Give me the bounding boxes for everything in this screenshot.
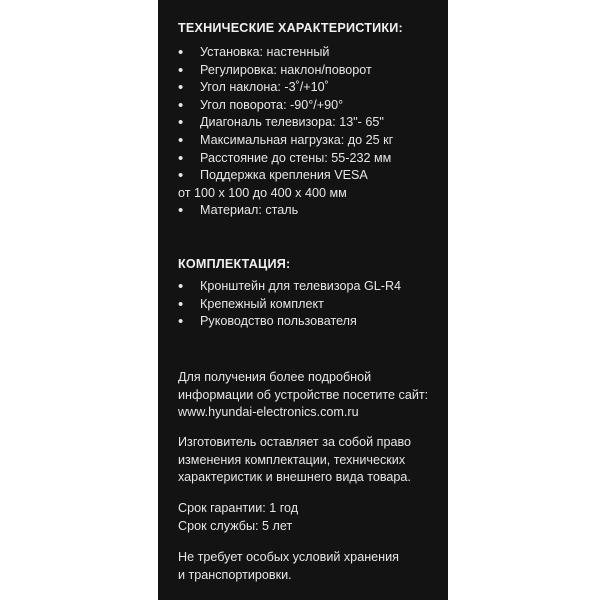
spec-item-tv-diagonal: • Диагональ телевизора: 13"- 65" <box>178 114 393 132</box>
kit-list <box>178 278 401 331</box>
spec-item-vesa-label: • Поддержка крепления VESA <box>200 168 368 183</box>
specs-heading: ТЕХНИЧЕСКИЕ ХАРАКТЕРИСТИКИ: <box>178 21 403 35</box>
service-life: Срок службы: 5 лет <box>178 518 293 533</box>
kit-item-manual: • Руководство пользователя <box>178 313 401 331</box>
maker-line-1: Изготовитель оставляет за собой право <box>178 435 412 449</box>
warranty-period: Срок гарантии: 1 год <box>178 501 299 515</box>
info-line-1: Для получения более подробной <box>178 370 372 384</box>
spec-panel <box>158 0 448 600</box>
storage-line-1: Не требует особых условий хранения <box>178 550 399 564</box>
spec-item-adjustment: • Регулировка: наклон/поворот <box>178 62 393 80</box>
info-paragraph <box>178 369 428 422</box>
spec-item-mounting: • Установка: настенный <box>178 44 393 62</box>
spec-item-tilt-angle: • Угол наклона: -3˚/+10˚ <box>178 79 393 97</box>
spec-item-vesa-range: от 100 х 100 до 400 х 400 мм <box>178 185 347 200</box>
storage-notice <box>178 549 399 584</box>
manufacturer-notice <box>178 434 411 487</box>
spec-item-material: • Материал: сталь <box>178 202 393 220</box>
specs-list <box>178 44 393 220</box>
info-line-2: информации об устройстве посетите сайт: <box>178 387 429 402</box>
spec-item-swivel-angle: • Угол поворота: -90°/+90° <box>178 97 393 115</box>
spec-item-vesa <box>178 167 393 202</box>
maker-line-3: характеристик и внешнего вида товара. <box>178 470 411 485</box>
kit-item-fasteners: • Крепежный комплект <box>178 296 401 314</box>
storage-line-2: и транспортировки. <box>178 567 292 582</box>
kit-item-bracket: • Кронштейн для телевизора GL-R4 <box>178 278 401 296</box>
spec-item-max-load: • Максимальная нагрузка: до 25 кг <box>178 132 393 150</box>
spec-item-wall-distance: • Расстояние до стены: 55-232 мм <box>178 150 393 168</box>
maker-line-2: изменения комплектации, технических <box>178 452 406 467</box>
kit-heading: КОМПЛЕКТАЦИЯ: <box>178 257 291 271</box>
warranty-info <box>178 500 298 535</box>
website-url: www.hyundai-electronics.com.ru <box>178 405 359 420</box>
